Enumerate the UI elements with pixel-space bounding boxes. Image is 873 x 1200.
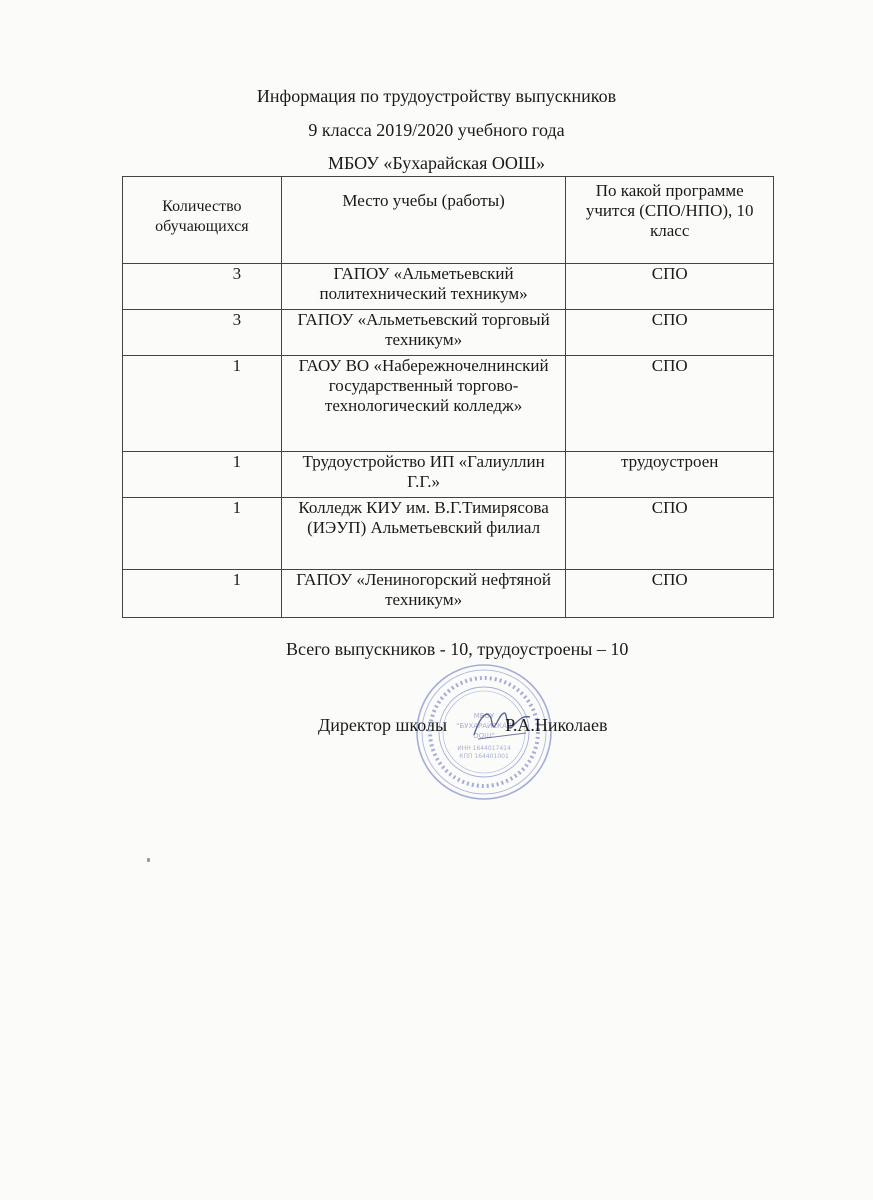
svg-text:ИНН 1644017414: ИНН 1644017414 [457, 745, 511, 752]
employment-table [122, 176, 774, 618]
program-cell: СПО [566, 356, 774, 452]
director-line [318, 714, 608, 736]
svg-text:ООШ": ООШ" [473, 732, 495, 740]
school-name: МБОУ «Бухарайская ООШ» [327, 153, 546, 173]
place-cell: ГАПОУ «Лениногорский нефтяной техникум» [281, 570, 566, 618]
count-cell: 1 [123, 356, 282, 452]
place-cell: Колледж КИУ им. В.Г.Тимирясова (ИЭУП) Альметьевский филиал [281, 498, 566, 570]
document-title: Информация по трудоустройству выпускников [256, 86, 617, 106]
program-cell: трудоустроен [566, 452, 774, 498]
svg-text:МБОУ: МБОУ [473, 712, 495, 720]
count-cell: 3 [123, 310, 282, 356]
svg-text:"БУХАРАЙСКАЯ: "БУХАРАЙСКАЯ [456, 722, 512, 730]
column-header-count: Количество обучающихся [123, 177, 282, 264]
place-cell: ГАПОУ «Альметьевский политехнический техникум» [281, 264, 566, 310]
scan-speck [147, 858, 150, 862]
graduates-summary: Всего выпускников - 10, трудоустроены – 10 [286, 639, 629, 659]
director-role: Директор школы [318, 715, 448, 735]
column-header-place: Место учебы (работы) [281, 177, 566, 264]
table-header-row [123, 177, 774, 264]
table-row [123, 264, 774, 310]
place-cell: ГАОУ ВО «Набережночелнинский государственный торгово-технологический колледж» [281, 356, 566, 452]
table-row [123, 452, 774, 498]
table-row [123, 498, 774, 570]
table-row [123, 356, 774, 452]
document-subtitle-year: 9 класса 2019/2020 учебного года [308, 120, 565, 140]
program-cell: СПО [566, 264, 774, 310]
svg-text:КПП 164401001: КПП 164401001 [459, 753, 509, 760]
program-cell: СПО [566, 570, 774, 618]
program-cell: СПО [566, 310, 774, 356]
program-cell: СПО [566, 498, 774, 570]
count-cell: 1 [123, 498, 282, 570]
count-cell: 1 [123, 570, 282, 618]
count-cell: 3 [123, 264, 282, 310]
column-header-program: По какой программе учится (СПО/НПО), 10 класс [566, 177, 774, 264]
place-cell: Трудоустройство ИП «Галиуллин Г.Г.» [281, 452, 566, 498]
place-cell: ГАПОУ «Альметьевский торговый техникум» [281, 310, 566, 356]
table-row [123, 310, 774, 356]
count-cell: 1 [123, 452, 282, 498]
table-row [123, 570, 774, 618]
director-name: Р.А.Николаев [505, 715, 608, 735]
